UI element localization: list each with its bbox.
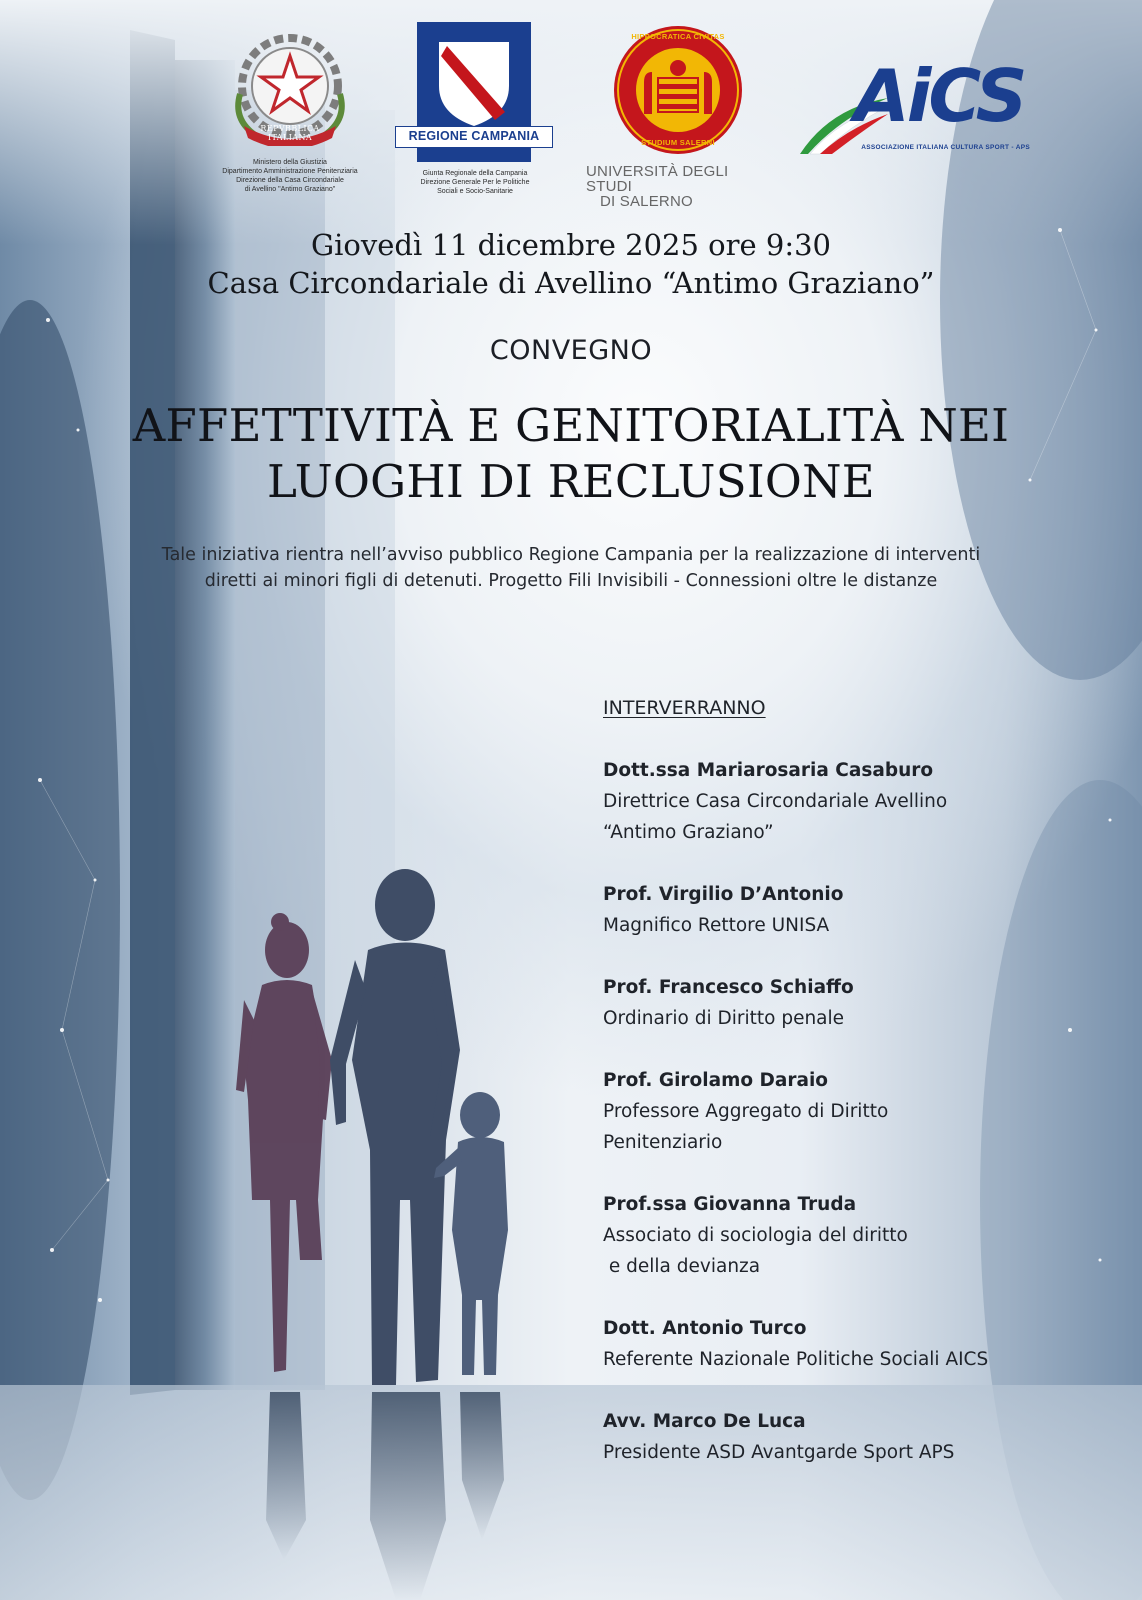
speaker-item [603,755,1123,848]
speaker-role: Magnifico Rettore UNISA [603,915,830,936]
event-kind: CONVEGNO [489,335,653,366]
speaker-item [603,1065,1123,1158]
speaker-name: Prof. Girolamo Daraio [603,1070,829,1091]
emblem-ribbon-text: REPVBBLICA ITALIANA [260,124,320,142]
unisa-seal-bottom-text: STUDIUM SALERNI [641,138,715,147]
speaker-role: Direttrice Casa Circondariale Avellino [603,791,948,812]
event-venue: Casa Circondariale di Avellino “Antimo Graziano” [207,266,935,300]
speaker-name: Dott.ssa Mariarosaria Casaburo [603,760,934,781]
aics-logo [800,54,1030,168]
speaker-role: Presidente ASD Avantgarde Sport APS [603,1442,955,1463]
event-date-time: Giovedì 11 dicembre 2025 ore 9:30 [310,228,832,262]
speaker-name: Avv. Marco De Luca [603,1411,806,1432]
speaker-role: e della devianza [603,1256,761,1277]
speaker-role: Professore Aggregato di Diritto [603,1101,889,1122]
event-intro: Tale iniziativa rientra nell’avviso pubblico Regione Campania per la realizzazione di interventi diretti ai minori figli di detenuti. Progetto Fili Invisibili - Connessioni oltre le distanze [161,545,981,591]
speakers-heading: INTERVERRANNO [603,697,766,719]
event-title-line-1: AFFETTIVITÀ E GENITORIALITÀ NEI [132,399,1010,452]
speaker-item [603,1189,1123,1282]
speaker-item [603,972,1123,1034]
speaker-name: Prof. Virgilio D’Antonio [603,884,844,905]
aics-tagline: ASSOCIAZIONE ITALIANA CULTURA SPORT - APS [861,144,1030,151]
speaker-name: Prof. Francesco Schiaffo [603,977,854,998]
campania-caption: Giunta Regionale della Campania Direzione Generale Per le Politiche Sociali e Socio-Sanitarie [420,170,530,195]
campania-shield-icon [417,22,531,132]
event-title-line-2: LUOGHI DI RECLUSIONE [267,455,875,508]
speaker-role: Referente Nazionale Politiche Sociali AICS [603,1349,989,1370]
campania-label: REGIONE CAMPANIA [395,126,553,148]
event-title [0,398,1142,510]
speaker-name: Dott. Antonio Turco [603,1318,807,1339]
aics-wordmark: AiCS [854,54,1025,138]
unisa-name: UNIVERSITÀ DEGLI STUDI DI SALERNO [586,163,729,210]
speaker-role: Associato di sociologia del diritto [603,1225,908,1246]
speaker-role: “Antimo Graziano” [603,822,774,843]
speaker-role: Penitenziario [603,1132,723,1153]
speaker-role: Ordinario di Diritto penale [603,1008,845,1029]
unisa-seal-top-text: HIPPOCRATICA CIVITAS [631,32,725,41]
ministry-caption: Ministero della Giustizia Dipartimento Amministrazione Penitenziaria Direzione della Casa Circondariale di Avellino "Antimo Graziano" [222,159,358,193]
speakers-section [603,697,1123,1468]
speaker-item [603,1313,1123,1375]
speaker-item [603,1406,1123,1468]
campania-logo [395,22,555,202]
unisa-logo [580,24,780,210]
speaker-name: Prof.ssa Giovanna Truda [603,1194,857,1215]
event-datetime-block [0,226,1142,302]
speaker-item [603,879,1123,941]
ministry-logo [210,34,370,204]
